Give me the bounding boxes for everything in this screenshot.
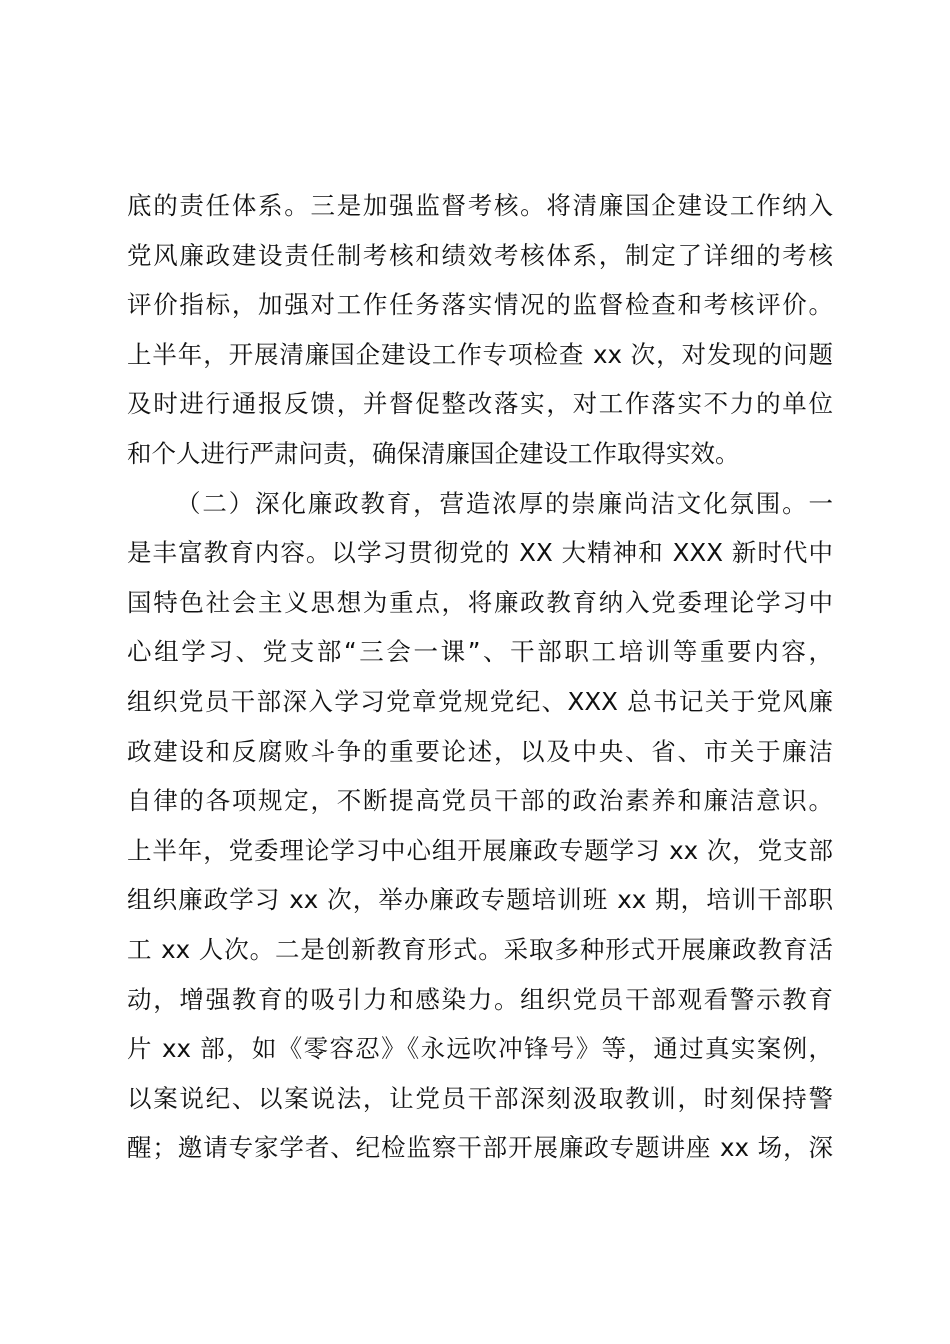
text-line: 以案说纪、以案说法，让党员干部深刻汲取教训，时刻保持警	[127, 1083, 833, 1113]
text-line: 组织廉政学习 xx 次，举办廉政专题培训班 xx 期，培训干部职	[127, 885, 833, 915]
text-line: 底的责任体系。三是加强监督考核。将清廉国企建设工作纳入	[127, 191, 833, 220]
text-line: 和个人进行严肃问责，确保清廉国企建设工作取得实效。	[127, 438, 740, 468]
document-body	[127, 181, 833, 1173]
text-line: 政建设和反腐败斗争的重要论述，以及中央、省、市关于廉洁	[127, 736, 833, 766]
text-line: 党风廉政建设责任制考核和绩效考核体系，制定了详细的考核	[127, 240, 833, 270]
text-line: 上半年，开展清廉国企建设工作专项检查 xx 次，对发现的问题	[127, 339, 833, 369]
text-line: 国特色社会主义思想为重点，将廉政教育纳入党委理论学习中	[127, 587, 833, 617]
text-line: 及时进行通报反馈，并督促整改落实，对工作落实不力的单位	[127, 389, 833, 419]
paragraph-education	[127, 479, 833, 1173]
text-line: 组织党员干部深入学习党章党规党纪、XXX 总书记关于党风廉	[127, 686, 833, 716]
text-line: 动，增强教育的吸引力和感染力。组织党员干部观看警示教育	[127, 984, 833, 1014]
text-line: 自律的各项规定，不断提高党员干部的政治素养和廉洁意识。	[127, 786, 833, 816]
text-line: 心组学习、党支部“三会一课”、干部职工培训等重要内容，	[127, 637, 833, 667]
section-heading-line: （二）深化廉政教育，营造浓厚的崇廉尚洁文化氛围。一	[176, 488, 833, 518]
text-line: 片 xx 部，如《零容忍》《永远吹冲锋号》等，通过真实案例，	[127, 1034, 833, 1064]
text-line: 评价指标，加强对工作任务落实情况的监督检查和考核评价。	[127, 290, 833, 320]
text-line: 上半年，党委理论学习中心组开展廉政专题学习 xx 次，党支部	[127, 835, 833, 865]
text-line: 工 xx 人次。二是创新教育形式。采取多种形式开展廉政教育活	[127, 934, 833, 964]
paragraph-responsibility	[127, 181, 833, 479]
text-line: 是丰富教育内容。以学习贯彻党的 XX 大精神和 XXX 新时代中	[127, 538, 833, 568]
text-line: 醒；邀请专家学者、纪检监察干部开展廉政专题讲座 xx 场，深	[127, 1133, 833, 1163]
